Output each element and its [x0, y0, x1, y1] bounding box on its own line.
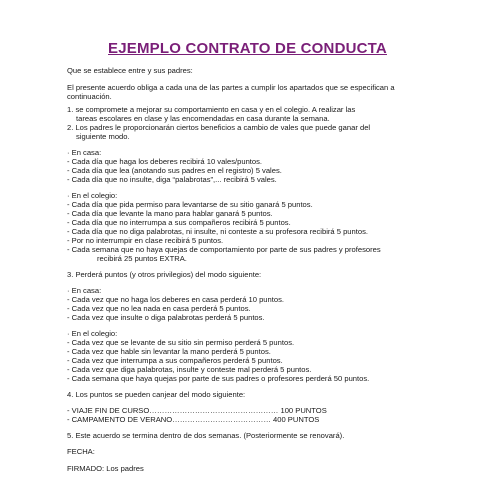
- lose-casa-item: - Cada vez que no lea nada en casa perderá 5 puntos.: [67, 304, 251, 313]
- lose-colegio-item: - Cada vez que hable sin levantar la mano perderá 5 puntos.: [67, 347, 271, 356]
- fecha-label: FECHA:: [67, 447, 95, 456]
- gain-casa-item: - Cada día que lea (anotando sus padres en el registro) 5 vales.: [67, 166, 282, 175]
- item-3: 3. Perderá puntos (y otros privilegios) del modo siguiente:: [67, 270, 262, 279]
- lose-colegio-item: - Cada vez que diga palabrotas, insulte y conteste mal perderá 5 puntos.: [67, 365, 312, 374]
- section-colegio-gain: · En el colegio:: [67, 191, 118, 200]
- document-title: EJEMPLO CONTRATO DE CONDUCTA: [108, 40, 387, 57]
- lose-colegio-item: - Cada vez que se levante de su sitio sin permiso perderá 5 puntos.: [67, 338, 295, 347]
- item-2: 2. Los padres le proporcionarán ciertos beneficios a cambio de vales que puede ganar del: [67, 123, 371, 132]
- paragraph-1-cont: continuación.: [67, 92, 112, 101]
- section-casa-lose: · En casa:: [67, 286, 102, 295]
- item-5: 5. Este acuerdo se termina dentro de dos semanas. (Posteriormente se renovará).: [67, 431, 345, 440]
- item-2-cont: siguiente modo.: [76, 132, 130, 141]
- gain-casa-item: - Cada día que haga los deberes recibirá 10 vales/puntos.: [67, 157, 263, 166]
- reward-item: - VIAJE FIN DE CURSO…………………………………………… 100 PUNTOS: [67, 406, 327, 415]
- gain-colegio-item: - Por no interrumpir en clase recibirá 5 puntos.: [67, 236, 224, 245]
- item-4: 4. Los puntos se pueden canjear del modo siguiente:: [67, 390, 246, 399]
- lose-casa-item: - Cada vez que no haga los deberes en casa perderá 10 puntos.: [67, 295, 284, 304]
- paragraph-1: El presente acuerdo obliga a cada una de las partes a cumplir los apartados que se especifican a: [67, 83, 395, 92]
- item-1-cont: tareas escolares en clase y las encomendadas en casa durante la semana.: [76, 114, 330, 123]
- reward-item: - CAMPAMENTO DE VERANO………………………………… 400 PUNTOS: [67, 415, 320, 424]
- gain-colegio-item: - Cada día que levante la mano para hablar ganará 5 puntos.: [67, 209, 273, 218]
- gain-colegio-item: - Cada semana que no haya quejas de comportamiento por parte de sus padres y profesores: [67, 245, 381, 254]
- gain-colegio-item-cont: recibirá 25 puntos EXTRA.: [97, 254, 187, 263]
- gain-colegio-item: - Cada día que pida permiso para levantarse de su sitio ganará 5 puntos.: [67, 200, 313, 209]
- section-colegio-lose: · En el colegio:: [67, 329, 118, 338]
- item-1: 1. se compromete a mejorar su comportamiento en casa y en el colegio. A realizar las: [67, 105, 356, 114]
- gain-colegio-item: - Cada día que no diga palabrotas, ni insulte, ni conteste a su profesora recibirá 5 puntos.: [67, 227, 368, 236]
- lose-colegio-item: - Cada semana que haya quejas por parte de sus padres o profesores perderá 50 puntos.: [67, 374, 370, 383]
- lose-casa-item: - Cada vez que insulte o diga palabrotas perderá 5 puntos.: [67, 313, 265, 322]
- gain-colegio-item: - Cada día que no interrumpa a sus compañeros recibirá 5 puntos.: [67, 218, 291, 227]
- intro-line: Que se establece entre y sus padres:: [67, 66, 193, 75]
- firmado-line: FIRMADO: Los padres: [67, 464, 144, 473]
- section-casa-gain: · En casa:: [67, 148, 102, 157]
- gain-casa-item: - Cada día que no insulte, diga “palabrotas”,... recibirá 5 vales.: [67, 175, 277, 184]
- lose-colegio-item: - Cada vez que interrumpa a sus compañeros perderá 5 puntos.: [67, 356, 283, 365]
